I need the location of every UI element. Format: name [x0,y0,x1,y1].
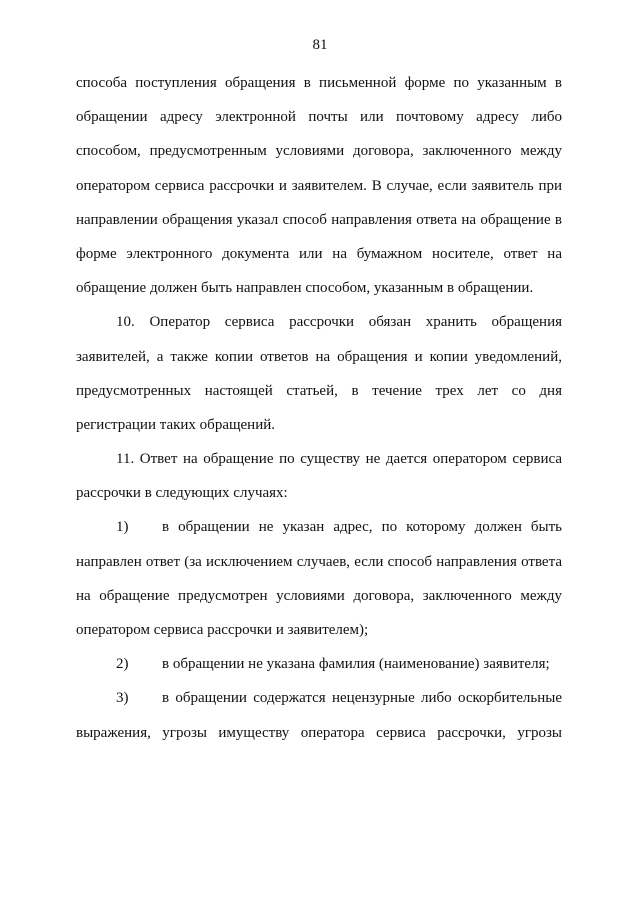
list-item-3 [76,687,562,721]
page-number: 81 [312,37,328,53]
paragraph-11-first-line: 11. Ответ на обращение по существу не дается оператором сервиса [116,451,562,468]
text-line: способом, предусмотренным условиями договора, заключенного между [76,143,562,160]
list-item-1 [76,516,562,550]
text-line: способа поступления обращения в письменной форме по указанным в [76,75,562,91]
text-line: оператором сервиса рассрочки и заявителем. В случае, если заявитель при [76,177,562,194]
list-item-text: в обращении не указана фамилия (наименование) заявителя; [162,656,550,673]
text-line: обращение должен быть направлен способом, указанным в обращении. [76,280,534,297]
text-line: рассрочки в следующих случаях: [76,485,288,502]
text-line: регистрации таких обращений. [76,416,276,433]
list-item-2 [76,653,562,687]
text-line: заявителей, а также копии ответов на обращения и копии уведомлений, [76,348,562,365]
list-marker: 2) [116,656,129,673]
text-line: форме электронного документа или на бумажном носителе, ответ на [76,245,562,262]
list-marker: 3) [116,690,129,707]
text-line: направлен ответ (за исключением случаев, если способ направления ответа [76,553,562,570]
text-line: выражения, угрозы имуществу оператора сервиса рассрочки, угрозы [76,724,562,741]
document-body [76,72,562,756]
list-item-text: в обращении не указан адрес, по которому должен быть [162,519,562,536]
text-line: обращении адресу электронной почты или почтовому адресу либо [76,109,562,126]
paragraph-10-first-line: 10. Оператор сервиса рассрочки обязан хранить обращения [116,314,562,331]
text-line: предусмотренных настоящей статьей, в течение трех лет со дня [76,382,562,399]
text-line: направлении обращения указал способ направления ответа на обращение в [76,211,562,228]
list-item-text: в обращении содержатся нецензурные либо оскорбительные [162,690,562,707]
text-line: оператором сервиса рассрочки и заявителем); [76,622,369,638]
text-line: на обращение предусмотрен условиями договора, заключенного между [76,587,562,604]
list-marker: 1) [116,519,129,536]
